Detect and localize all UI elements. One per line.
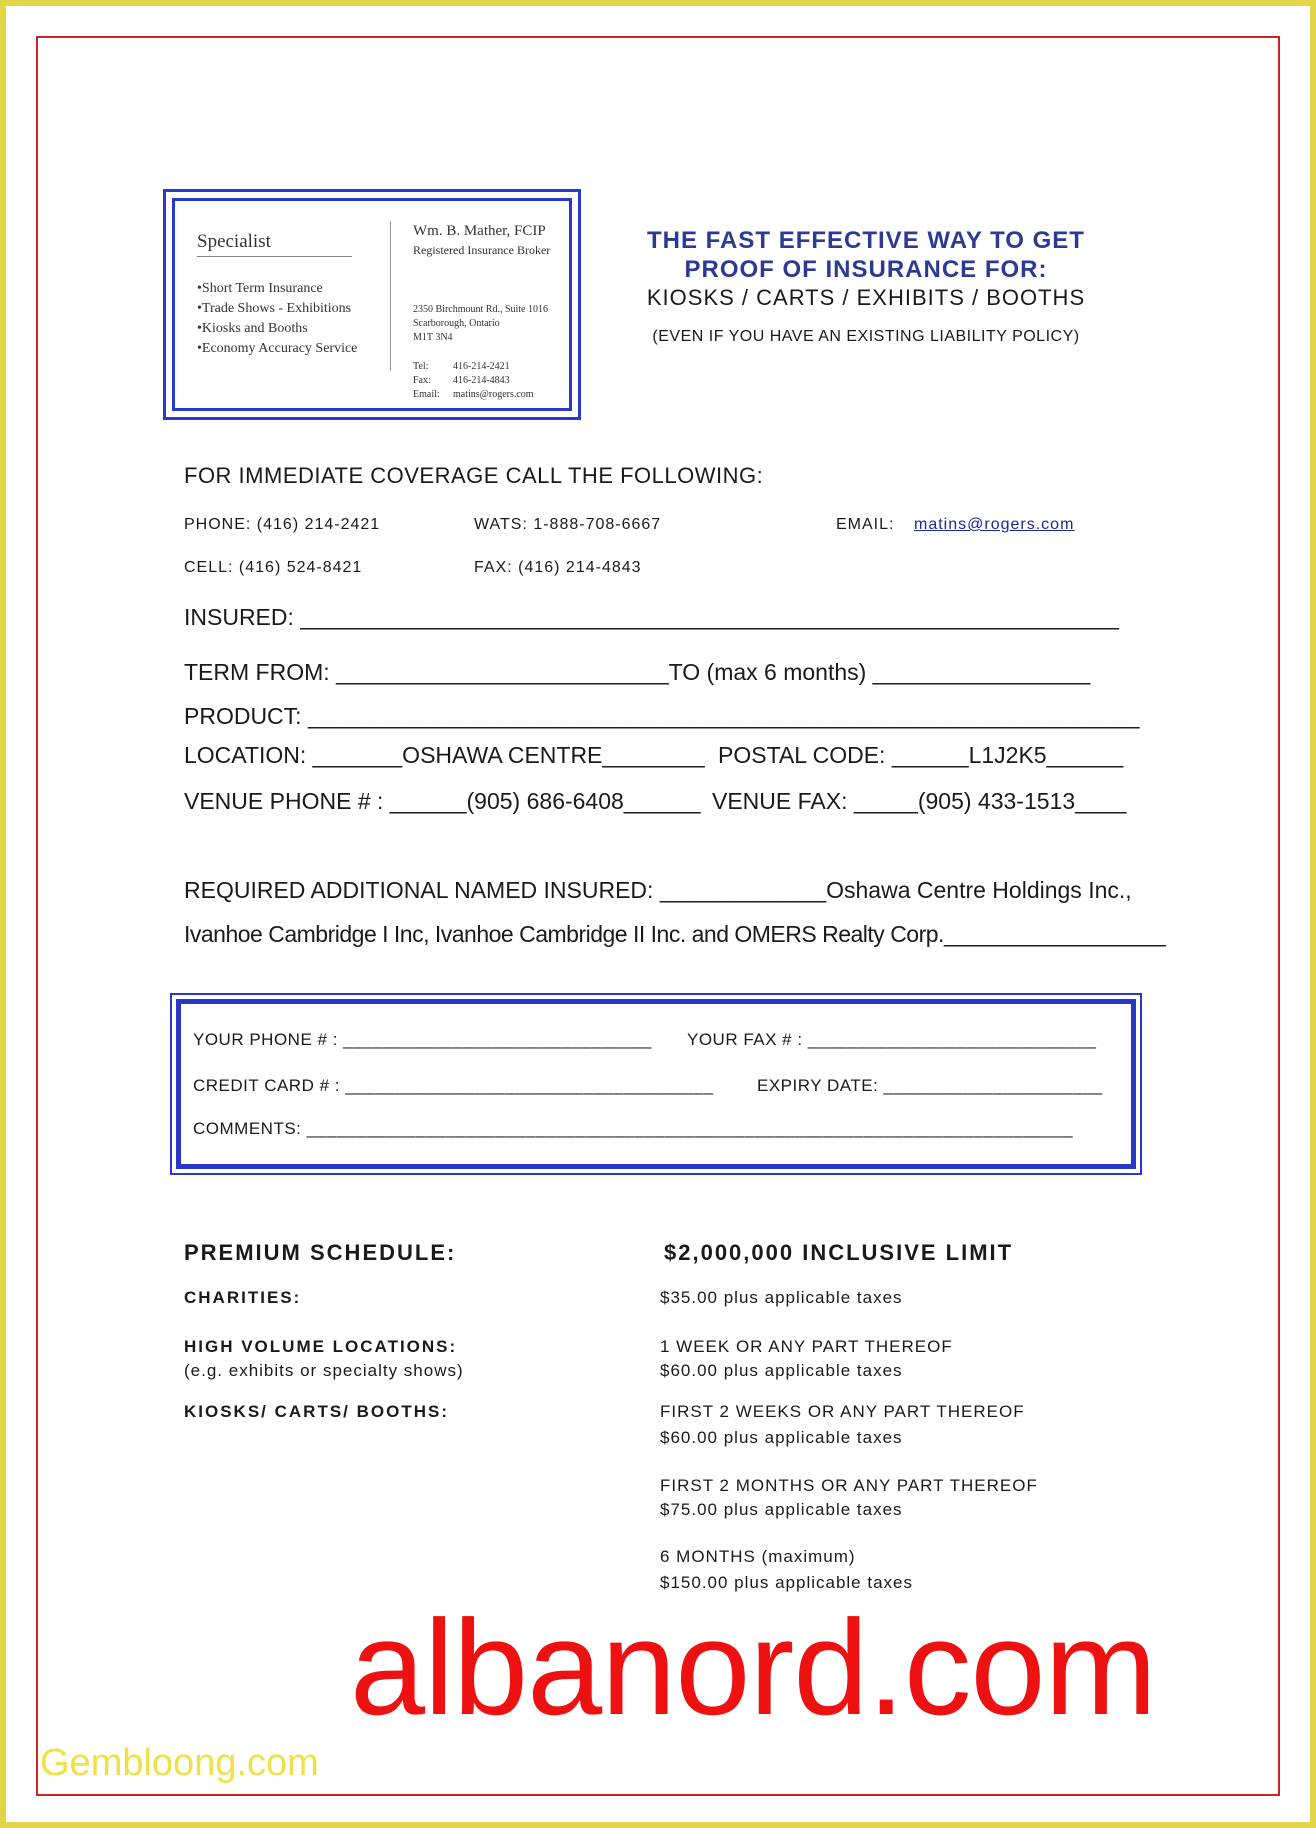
card-services-list — [197, 279, 357, 359]
card-address-line: 2350 Birchmount Rd., Suite 1016 — [413, 304, 548, 315]
card-service-item: •Short Term Insurance — [197, 281, 323, 296]
kiosks-term-3: 6 MONTHS (maximum) — [660, 1547, 856, 1566]
kiosks-price-2: $75.00 plus applicable taxes — [660, 1500, 903, 1519]
business-card — [163, 189, 581, 420]
credit-card-field[interactable]: CREDIT CARD # : _____________________________________ — [193, 1076, 714, 1095]
charities-price: $35.00 plus applicable taxes — [660, 1288, 903, 1307]
kiosks-term-1: FIRST 2 WEEKS OR ANY PART THEREOF — [660, 1402, 1025, 1421]
watermark-albanord: albanord.com — [350, 1592, 1156, 1743]
contact-fax: FAX: (416) 214-4843 — [474, 559, 642, 576]
your-phone-field[interactable]: YOUR PHONE # : _______________________________ — [193, 1030, 652, 1049]
kiosks-price-3: $150.00 plus applicable taxes — [660, 1573, 913, 1592]
high-volume-sub: (e.g. exhibits or specialty shows) — [184, 1361, 464, 1380]
comments-field[interactable]: COMMENTS: _____________________________________________________________________________ — [193, 1119, 1074, 1138]
additional-insured-line1[interactable]: REQUIRED ADDITIONAL NAMED INSURED: _____________Oshawa Centre Holdings Inc., — [184, 877, 1132, 903]
venue-fax-field[interactable]: VENUE FAX: _____(905) 433-1513____ — [712, 788, 1127, 814]
kiosks-price-1: $60.00 plus applicable taxes — [660, 1428, 903, 1447]
header-line1: THE FAST EFFECTIVE WAY TO GET — [647, 227, 1085, 254]
high-volume-label: HIGH VOLUME LOCATIONS: — [184, 1337, 458, 1356]
header-line2: PROOF OF INSURANCE FOR: — [684, 256, 1048, 283]
watermark-gembloong: Gembloong.com — [40, 1742, 319, 1784]
expiry-date-field[interactable]: EXPIRY DATE: ______________________ — [757, 1076, 1103, 1095]
card-service-item: •Trade Shows - Exhibitions — [197, 301, 352, 316]
postal-code-field[interactable]: POSTAL CODE: ______L1J2K5______ — [718, 742, 1124, 768]
contact-cell: CELL: (416) 524-8421 — [184, 559, 363, 576]
additional-insured-line2[interactable]: Ivanhoe Cambridge I Inc, Ivanhoe Cambridge II Inc. and OMERS Realty Corp.__________________ — [184, 921, 1166, 947]
contact-email-label: EMAIL: — [836, 516, 895, 533]
high-volume-price: $60.00 plus applicable taxes — [660, 1361, 903, 1380]
product-field[interactable]: PRODUCT: _________________________________________________________________ — [184, 703, 1140, 729]
term-field[interactable]: TERM FROM: __________________________TO (max 6 months) _________________ — [184, 659, 1091, 685]
card-service-item: •Economy Accuracy Service — [197, 341, 358, 356]
card-tel: 416-214-2421 — [453, 361, 510, 372]
card-fax: 416-214-4843 — [453, 375, 510, 386]
limit-heading: $2,000,000 INCLUSIVE LIMIT — [664, 1240, 1014, 1265]
charities-label: CHARITIES: — [184, 1288, 302, 1307]
header-note: (EVEN IF YOU HAVE AN EXISTING LIABILITY POLICY) — [652, 328, 1080, 345]
insured-field[interactable]: INSURED: ________________________________________________________________ — [184, 604, 1119, 630]
header-line3: KIOSKS / CARTS / EXHIBITS / BOOTHS — [646, 285, 1086, 310]
location-field[interactable]: LOCATION: _______OSHAWA CENTRE________ — [184, 742, 705, 768]
card-address-line: Scarborough, Ontario — [413, 318, 500, 329]
card-address-line: M1T 3N4 — [413, 332, 453, 343]
card-tel-label: Tel: — [413, 361, 429, 372]
card-name: Wm. B. Mather, FCIP — [413, 223, 546, 239]
contact-email-link[interactable]: matins@rogers.com — [914, 516, 1075, 533]
kiosks-term-2: FIRST 2 MONTHS OR ANY PART THEREOF — [660, 1476, 1038, 1495]
card-service-item: •Kiosks and Booths — [197, 321, 308, 336]
kiosks-label: KIOSKS/ CARTS/ BOOTHS: — [184, 1402, 450, 1421]
card-specialist: Specialist — [197, 231, 271, 252]
card-fax-label: Fax: — [413, 375, 431, 386]
contact-heading: FOR IMMEDIATE COVERAGE CALL THE FOLLOWING: — [184, 463, 764, 488]
premium-heading: PREMIUM SCHEDULE: — [184, 1240, 457, 1265]
contact-phone: PHONE: (416) 214-2421 — [184, 516, 381, 533]
high-volume-term: 1 WEEK OR ANY PART THEREOF — [660, 1337, 953, 1356]
contact-wats: WATS: 1-888-708-6667 — [474, 516, 662, 533]
card-email-label: Email: — [413, 389, 440, 400]
your-fax-field[interactable]: YOUR FAX # : _____________________________ — [687, 1030, 1097, 1049]
card-rule — [197, 256, 352, 257]
card-divider — [390, 221, 391, 371]
card-email: matins@rogers.com — [453, 389, 534, 400]
venue-phone-field[interactable]: VENUE PHONE # : ______(905) 686-6408______ — [184, 788, 701, 814]
card-title: Registered Insurance Broker — [413, 243, 551, 257]
